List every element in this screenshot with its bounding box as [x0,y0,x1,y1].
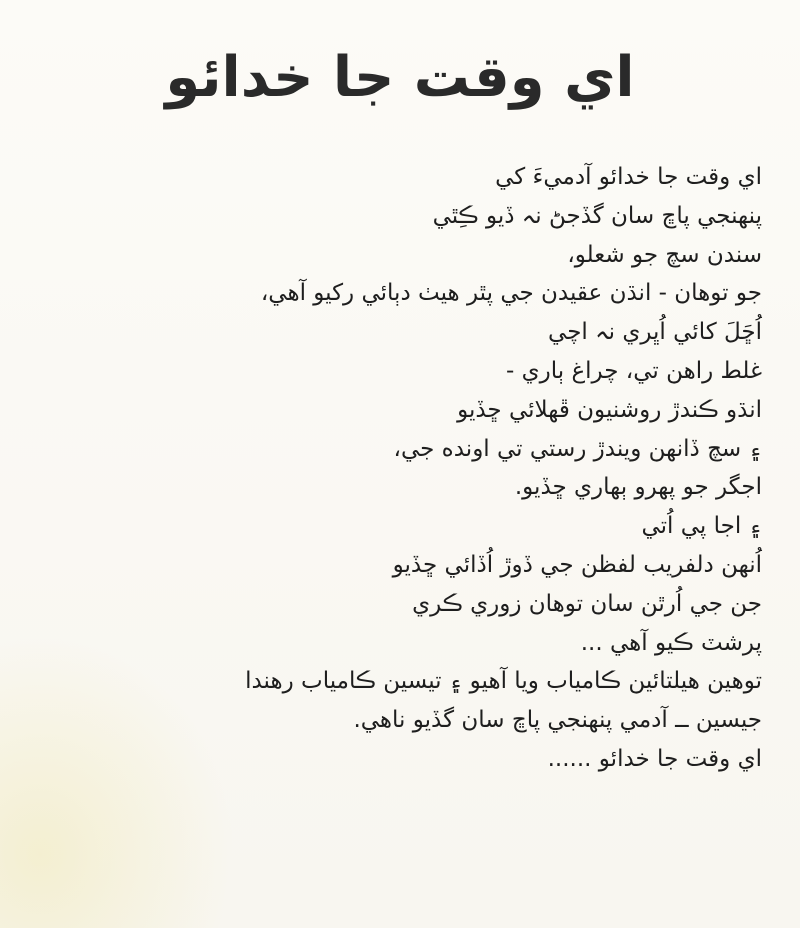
poem-line: انڌو ڪندڙ روشنيون ڦھلائي ڇڏيو [457,396,762,423]
poem-line: ۽ سچ ڏانھن ويندڙ رستي تي اونده جي، [393,435,762,462]
poem-line: اجگر جو پھرو ٻھاري ڇڏيو. [514,474,762,501]
poem-title: اي وقت جا خدائو [165,45,635,110]
poem-line: پنھنجي پاڇ سان گڏجڻ نہ ڏيو ڪِٿي [432,202,762,229]
poem-line: ۽ اجا پي اُتي [641,513,762,540]
poem-line: جو توھان - انڌن عقيدن جي پٿر ھيٺ دٻائي رکيو آھي، [260,280,762,307]
poem-line: سندن سچ جو شعلو، [567,241,762,268]
poem-line: غلط راھن تي، چراغ ٻاري - [506,357,762,384]
poem-line: اُنھن دلفريب لفظن جي ڏوڙ اُڏائي ڇڏيو [392,551,762,578]
poem-line: جيسين ــ آدمي پنھنجي پاڇ سان گڏيو ناھي. [353,707,762,734]
poem-line: پرشٽ ڪيو آھي ... [580,629,762,656]
poem-line: جن جي اُرٿن سان توھان زوري ڪري [412,590,762,617]
poem-body [22,158,762,779]
poem-line: توھين ھيلتائين ڪامياب ويا آھيو ۽ تيسين ڪامياب رھندا [245,668,762,695]
poem-line: اُڇَلَ کائي اُڀري نہ اچي [548,319,762,346]
poem-line: اي وقت جا خدائو ...... [547,745,762,772]
poem-line: اي وقت جا خدائو آدميءَ کي [495,164,762,190]
